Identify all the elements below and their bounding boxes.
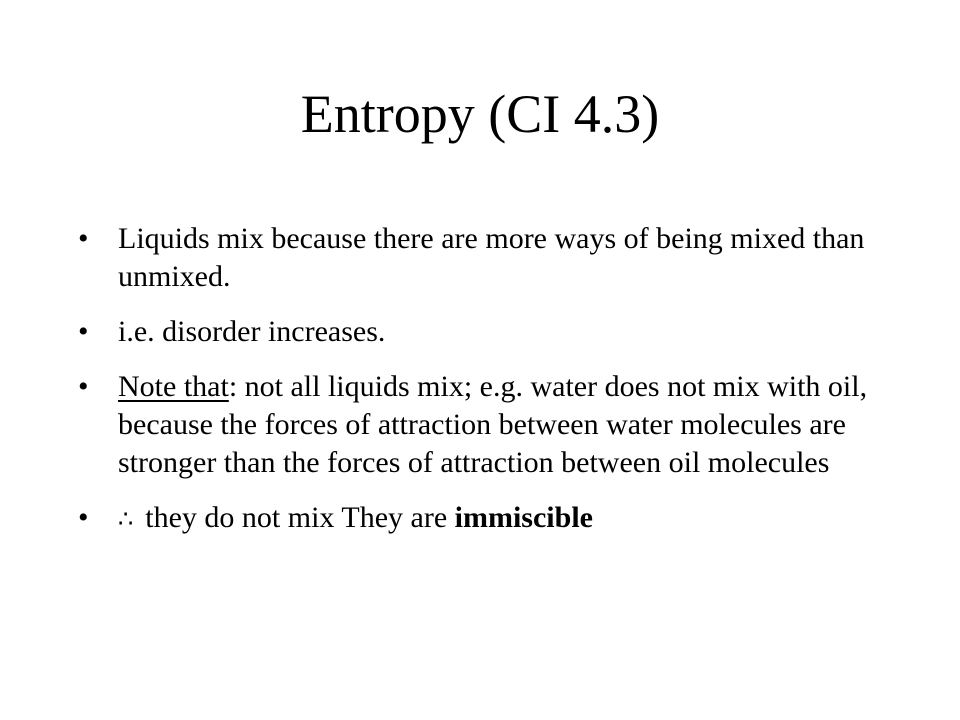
bullet-item-immiscible — [78, 499, 878, 538]
bullet-icon: • — [78, 501, 89, 534]
bullet-text: : not all liquids mix; e.g. water does not mix with oil, because the forces of attraction between water molecules are stronger than the forces of attraction between oil molecules — [118, 370, 868, 479]
bullet-text: Liquids mix because there are more ways of being mixed than unmixed. — [118, 222, 865, 293]
therefore-icon: ∴ — [118, 505, 134, 533]
bullet-item-liquids-mix — [78, 220, 878, 296]
note-label: Note that — [118, 370, 229, 403]
bullet-list — [78, 220, 878, 555]
immiscible-term: immiscible — [454, 501, 593, 534]
bullet-icon: • — [78, 370, 89, 403]
bullet-text: they do not mix They are — [145, 501, 455, 534]
bullet-item-note — [78, 368, 878, 482]
bullet-text: i.e. disorder increases. — [118, 315, 386, 348]
slide-title: Entropy (CI 4.3) — [300, 84, 660, 144]
bullet-item-disorder — [78, 313, 878, 351]
bullet-icon: • — [78, 222, 89, 255]
bullet-icon: • — [78, 315, 89, 348]
